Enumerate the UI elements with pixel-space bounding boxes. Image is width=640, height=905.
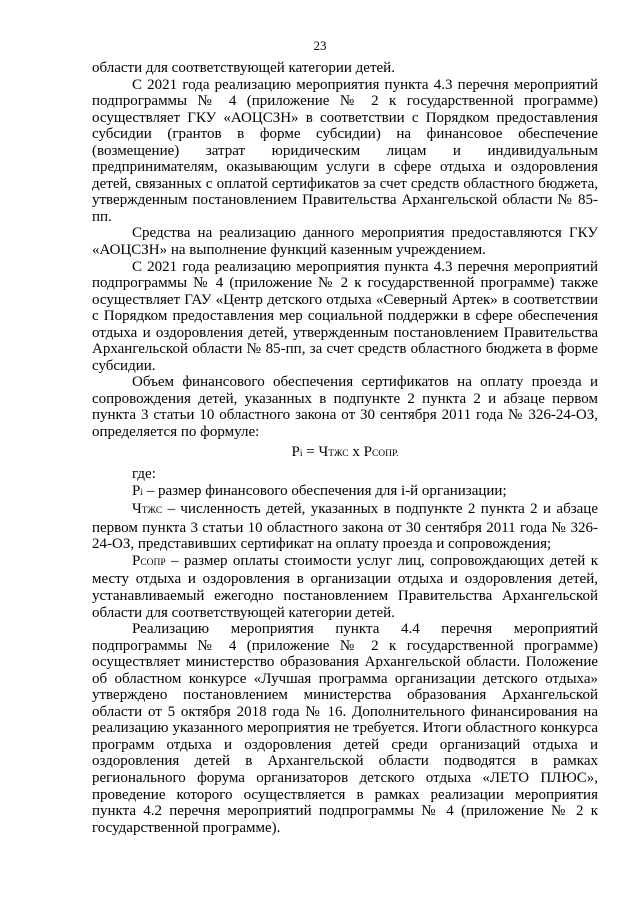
definition-ch-text: – численность детей, указанных в подпункте 2 пункта 2 и абзаце первом пункта 3 статьи 10 областного закона от 30 сентября 2011 года № 326-24-ОЗ, представивших сертификат на оплату проезда и сопровождения; <box>92 501 598 553</box>
formula-sub-sopr: СОПР. <box>371 448 399 459</box>
formula-x: x P <box>348 443 372 460</box>
formula-eq: = Ч <box>302 443 329 460</box>
symbol-ch: Ч <box>132 501 142 518</box>
formula-sub-i: i <box>299 448 303 459</box>
where-label: где: <box>132 466 156 483</box>
formula-sub-tzhs: ТЖС <box>328 448 349 459</box>
document-body <box>92 60 598 836</box>
definition-pi-text: – размер финансового обеспечения для i-й организации; <box>142 482 507 499</box>
symbol-sub-tzhs: ТЖС <box>141 506 163 517</box>
symbol-sub-sopr: СОПР <box>140 557 166 568</box>
symbol-p: P <box>132 482 141 499</box>
symbol-p-sopr: P <box>132 552 141 569</box>
page-number: 23 <box>313 38 327 53</box>
paragraph-continuation: области для соответствующей категории детей. <box>92 60 395 76</box>
formula-p: P <box>291 443 300 460</box>
paragraph-contest: Реализацию мероприятия пункта 4.4 перечня мероприятий подпрограммы № 4 (приложение № 2 к государственной программе) осуществляет министерство образования Архангельской области. Положение об областном конкурсе «Лучшая программа организации детского отдыха» утверждено постановлением министерства образования Архангельской области от 5 октября 2018 года № 16. Дополнительного финансирования на реализацию указанного мероприятия не требуется. Итоги областного конкурса программ отдыха и оздоровления детей среди организаций отдыха и оздоровления детей в Архангельской области подводятся в рамках регионального форума организаторов детского отдыха «ЛЕТО ПЛЮС», проведение которого осуществляется в рамках реализации мероприятия пункта 4.2 перечня мероприятий подпрограммы № 4 (приложение № 2 к государственной программе). <box>92 621 598 836</box>
formula <box>92 444 598 463</box>
paragraph-gku-aocszn: С 2021 года реализацию мероприятия пункта 4.3 перечня мероприятий подпрограммы № 4 (приложение № 2 к государственной программе) осуществляет ГКУ «АОЦСЗН» в соответствии с Порядком предоставления субсидии (грантов в форме субсидии) на финансовое обеспечение (возмещение) затрат юридическим лицам и индивидуальным предпринимателям, оказывающим услуги в сфере отдыха и оздоровления детей, связанных с оплатой сертификатов за счет средств областного бюджета, утвержденным постановлением Правительства Архангельской области № 85-пп. <box>92 76 598 225</box>
paragraph-severny-artek: С 2021 года реализацию мероприятия пункта 4.3 перечня мероприятий подпрограммы № 4 (приложение № 2 к государственной программе) также осуществляет ГАУ «Центр детского отдыха «Северный Артек» в соответствии с Порядком предоставления мер социальной поддержки в сфере обеспечения отдыха и оздоровления детей, утвержденным постановлением Правительства Архангельской области № 85-пп, за счет средств областного бюджета в форме субсидии. <box>92 258 598 374</box>
paragraph-financing-volume: Объем финансового обеспечения сертификатов на оплату проезда и сопровождения детей, указанных в подпункте 2 пункта 2 и абзаце первом пункта 3 статьи 10 областного закона от 30 сентября 2011 года № 326-24-ОЗ, определяется по формуле: <box>92 374 598 441</box>
definition-pi <box>92 483 598 502</box>
symbol-sub-i: i <box>140 487 143 498</box>
definition-p-sopr <box>92 553 598 621</box>
definition-p-text: – размер оплаты стоимости услуг лиц, сопровождающих детей к месту отдыха и оздоровления в организации отдыха и оздоровления детей, устанавливаемый ежегодно постановлением Правительства Архангельской области для соответствующей категории детей. <box>92 552 598 621</box>
definition-ch <box>92 501 598 553</box>
paragraph-funds: Средства на реализацию данного мероприятия предоставляются ГКУ «АОЦСЗН» на выполнение функций казенным учреждением. <box>92 225 598 259</box>
